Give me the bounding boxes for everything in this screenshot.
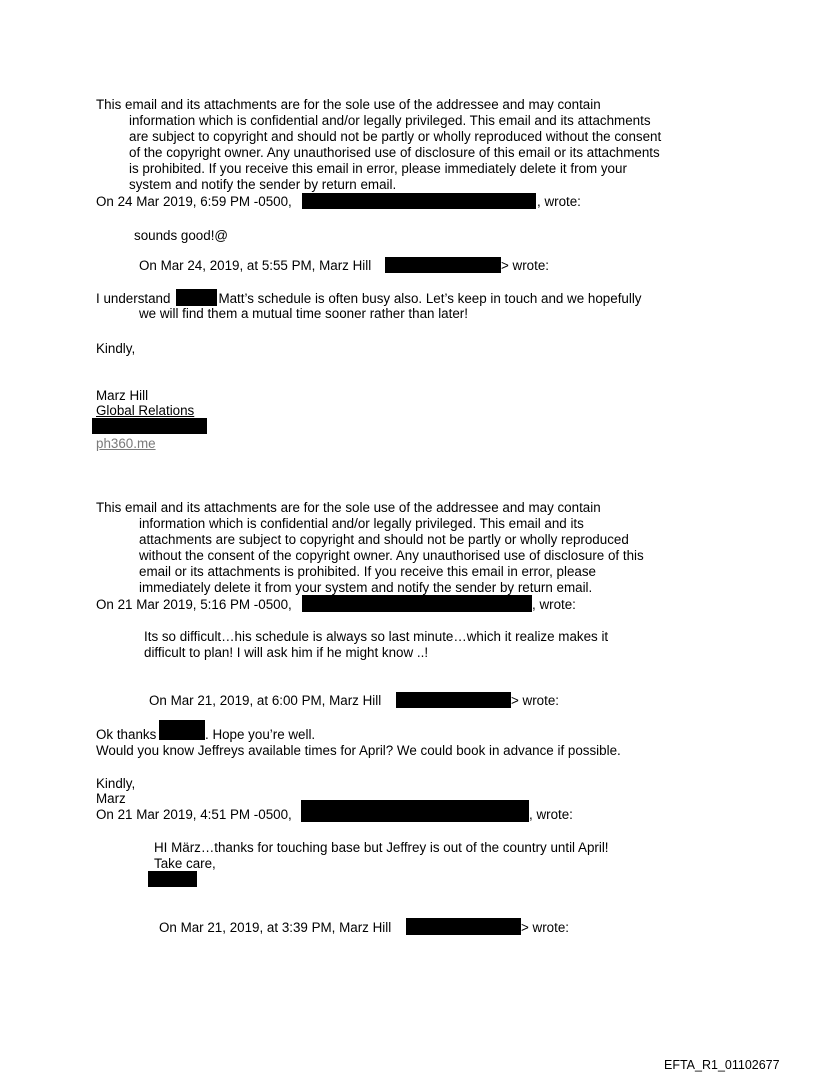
redaction-box: [302, 193, 536, 209]
disclaimer-1-line-4: of the copyright owner. Any unauthorised use of disclosure of this email or its attachments: [129, 145, 660, 160]
disclaimer-2-line-1: This email and its attachments are for the sole use of the addressee and may contain: [96, 500, 601, 515]
closing-2: Kindly,: [96, 776, 136, 791]
message-3-line-2: Would you know Jeffreys available times for April? We could book in advance if possible.: [96, 743, 621, 758]
quote-header-2-suffix: > wrote:: [511, 693, 560, 708]
reply-2-line-1: Its so difficult…his schedule is always so last minute…which it realize makes it: [144, 629, 609, 644]
email-header-1: On 24 Mar 2019, 6:59 PM -0500,: [96, 194, 292, 209]
signature-name: Marz Hill: [96, 388, 149, 403]
redaction-box: [301, 800, 529, 822]
disclaimer-1-line-5: is prohibited. If you receive this email in error, please immediately delete it from your: [129, 161, 627, 176]
disclaimer-2-line-4: without the consent of the copyright owner. Any unauthorised use of disclosure of this: [139, 548, 644, 563]
redaction-box: [92, 418, 207, 434]
quote-header-3: On Mar 21, 2019, at 3:39 PM, Marz Hill: [159, 920, 392, 935]
reply-3-line-2: Take care,: [154, 856, 216, 871]
email-header-3: On 21 Mar 2019, 4:51 PM -0500,: [96, 807, 292, 822]
quote-header-1: On Mar 24, 2019, at 5:55 PM, Marz Hill: [139, 258, 372, 273]
redaction-box: [302, 595, 532, 612]
disclaimer-2-line-5: email or its attachments is prohibited. If you receive this email in error, please: [139, 564, 596, 579]
email-header-2: On 21 Mar 2019, 5:16 PM -0500,: [96, 597, 292, 612]
message-2-line-2: we will find them a mutual time sooner rather than later!: [139, 306, 468, 321]
redaction-box: [148, 871, 197, 887]
quote-header-2: On Mar 21, 2019, at 6:00 PM, Marz Hill: [149, 693, 382, 708]
signoff-2: Marz: [96, 791, 126, 806]
document-id: EFTA_R1_01102677: [664, 1058, 780, 1072]
reply-3-line-1: HI März…thanks for touching base but Jeffrey is out of the country until April!: [154, 840, 609, 855]
disclaimer-1-line-1: This email and its attachments are for the sole use of the addressee and may contain: [96, 97, 601, 112]
redaction-box: [159, 720, 205, 740]
email-header-3-suffix: , wrote:: [529, 807, 573, 822]
closing-1: Kindly,: [96, 341, 136, 356]
reply-1: sounds good!@: [134, 228, 229, 243]
message-3-line-1a: Ok thanks: [96, 727, 157, 742]
disclaimer-1-line-2: information which is confidential and/or legally privileged. This email and its attachments: [129, 113, 651, 128]
signature-title: Global Relations: [96, 403, 195, 418]
message-2-line-1a: I understand: [96, 291, 171, 306]
quote-header-1-suffix: > wrote:: [501, 258, 550, 273]
redaction-box: [406, 918, 521, 935]
email-header-2-suffix: , wrote:: [532, 597, 576, 612]
redaction-box: [385, 257, 501, 273]
disclaimer-1-line-3: are subject to copyright and should not be partly or wholly reproduced without the consent: [129, 129, 662, 144]
email-header-1-suffix: , wrote:: [537, 194, 581, 209]
disclaimer-2-line-2: information which is confidential and/or legally privileged. This email and its: [139, 516, 584, 531]
message-3-line-1b: . Hope you’re well.: [205, 727, 316, 742]
message-2-line-1b: , Matt’s schedule is often busy also. Let’s keep in touch and we hopefully: [211, 291, 642, 306]
signature-link[interactable]: ph360.me: [96, 436, 156, 451]
disclaimer-2-line-6: immediately delete it from your system and notify the sender by return email.: [139, 580, 593, 595]
redaction-box: [396, 692, 511, 708]
quote-header-3-suffix: > wrote:: [521, 920, 570, 935]
reply-2-line-2: difficult to plan! I will ask him if he might know ..!: [144, 645, 429, 660]
disclaimer-2-line-3: attachments are subject to copyright and should not be partly or wholly reproduced: [139, 532, 629, 547]
disclaimer-1-line-6: system and notify the sender by return email.: [129, 177, 397, 192]
